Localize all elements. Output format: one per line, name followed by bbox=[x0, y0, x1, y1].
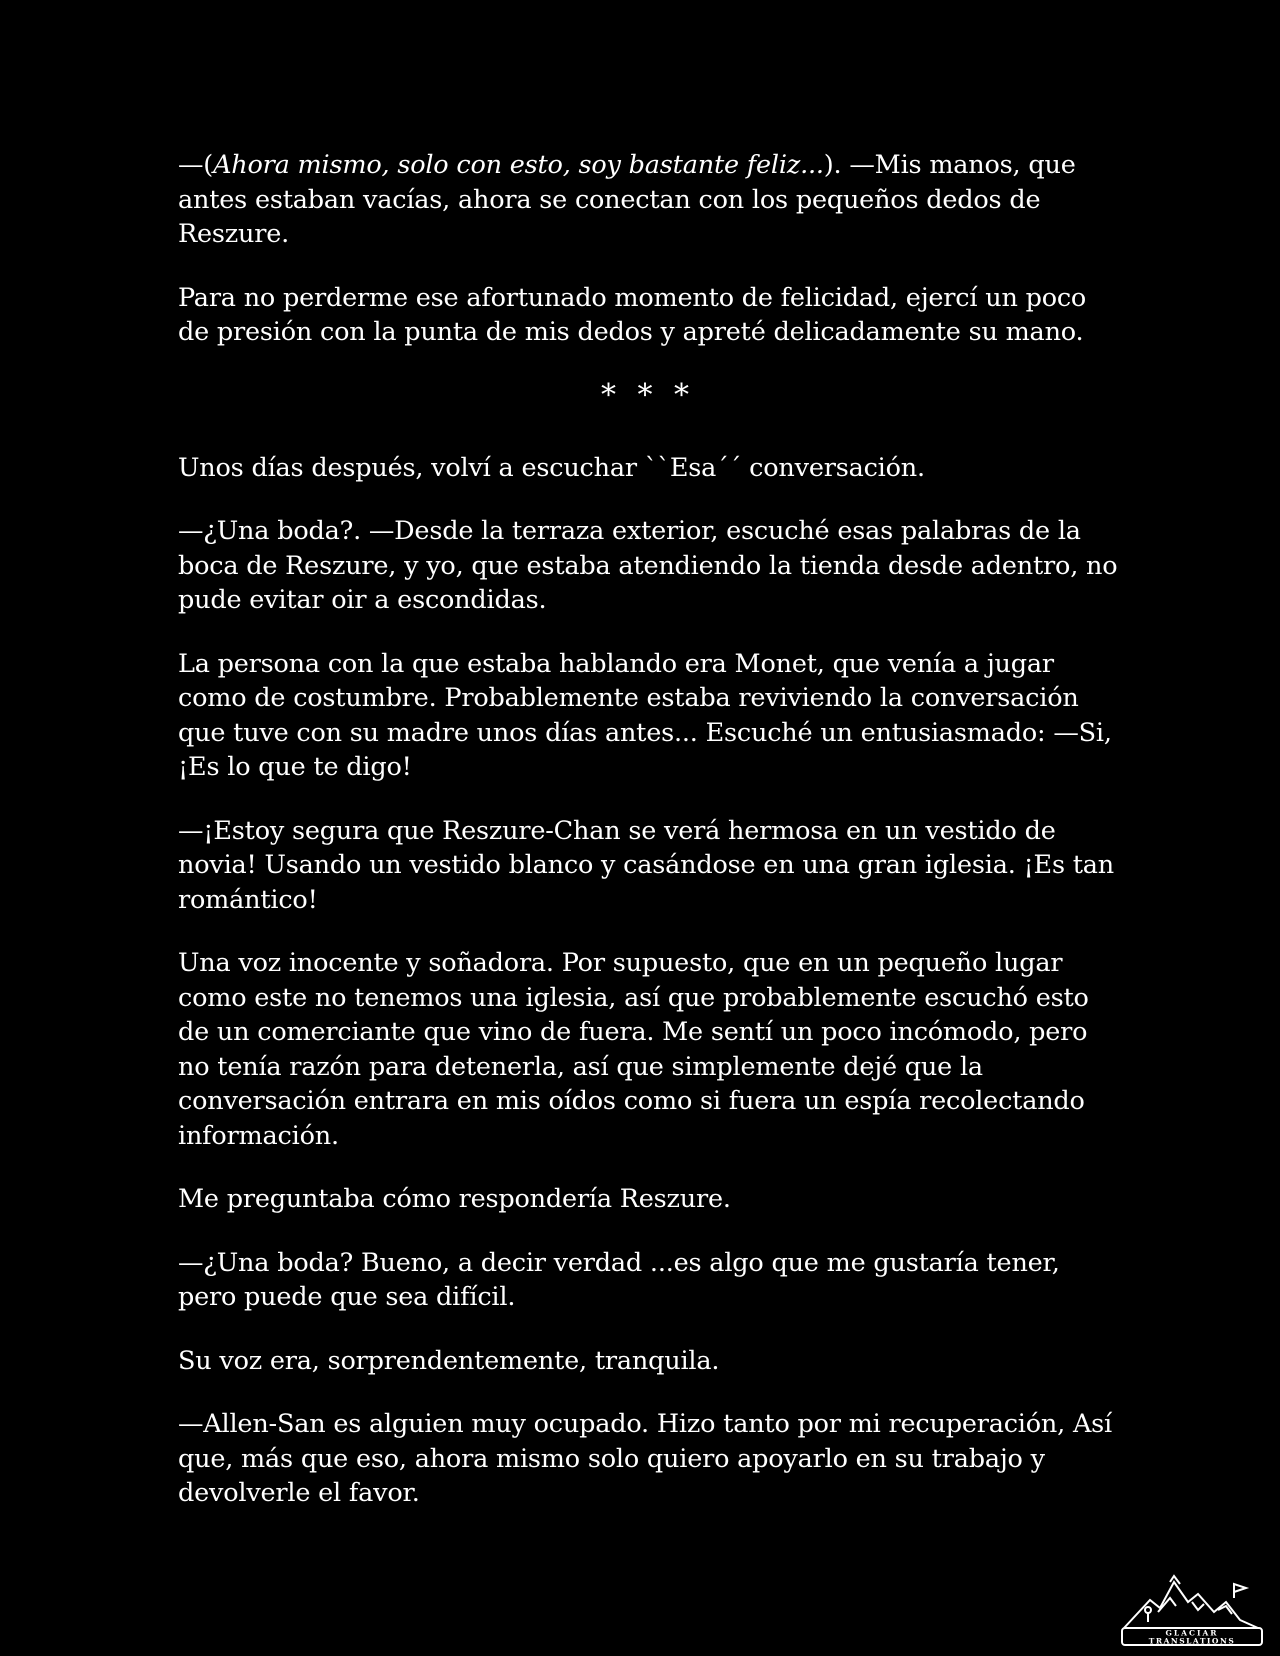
paragraph-6: —¡Estoy segura que Reszure-Chan se verá hermosa en un vestido de novia! Usando un vestido blanco y casándose en una gran iglesia. ¡Es tan romántico! bbox=[178, 815, 1115, 915]
paragraph-1-italic-thought: Ahora mismo, solo con esto, soy bastante feliz... bbox=[213, 150, 824, 180]
paragraph-4: —¿Una boda?. —Desde la terraza exterior, escuché esas palabras de la boca de Reszure, y yo, que estaba atendiendo la tienda desde adentro, no pude evitar oir a escondidas. bbox=[178, 516, 1118, 615]
paragraph-8: Me preguntaba cómo respondería Reszure. bbox=[178, 1184, 731, 1214]
paragraph-2: Para no perderme ese afortunado momento de felicidad, ejercí un poco de presión con la punta de mis dedos y apreté delicadamente su mano. bbox=[178, 282, 1087, 347]
paragraph-11: —Allen-San es alguien muy ocupado. Hizo tanto por mi recuperación, Así que, más que eso, ahora mismo solo quiero apoyarlo en su trabajo y devolverle el favor. bbox=[178, 1409, 1113, 1508]
document-body bbox=[178, 148, 1118, 1540]
scene-separator: * * * bbox=[600, 377, 696, 413]
paragraph-5: La persona con la que estaba hablando era Monet, que venía a jugar como de costumbre. Probablemente estaba reviviendo la conversación que tuve con su madre unos días antes... Escuché un entusiasmado: —Si, ¡Es lo que te digo! bbox=[178, 648, 1112, 782]
paragraph-1-prefix: —( bbox=[178, 150, 214, 180]
logo-line-2: TRANSLATIONS bbox=[1148, 1636, 1236, 1646]
logo-line-1: GLACIAR bbox=[1165, 1628, 1219, 1638]
glaciar-translations-logo bbox=[1118, 1572, 1266, 1648]
paragraph-3: Unos días después, volví a escuchar ``Esa´´ conversación. bbox=[178, 452, 925, 483]
paragraph-1 bbox=[178, 148, 1118, 252]
paragraph-7: Una voz inocente y soñadora. Por supuesto, que en un pequeño lugar como este no tenemos una iglesia, así que probablemente escuchó esto de un comerciante que vino de fuera. Me sentí un poco incómodo, pero no tenía razón para detenerla, así que simplemente dejé que la conversación entrara en mis oídos como si fuera un espía recolectando información. bbox=[178, 948, 1089, 1151]
paragraph-9: —¿Una boda? Bueno, a decir verdad ...es algo que me gustaría tener, pero puede que sea difícil. bbox=[178, 1247, 1060, 1312]
paragraph-1-suffix: ). —Mis manos, que antes estaban vacías, ahora se conectan con los pequeños dedos de Reszure. bbox=[178, 150, 1076, 249]
mountain-logo-icon bbox=[1124, 1576, 1258, 1628]
paragraph-10: Su voz era, sorprendentemente, tranquila. bbox=[178, 1345, 720, 1376]
